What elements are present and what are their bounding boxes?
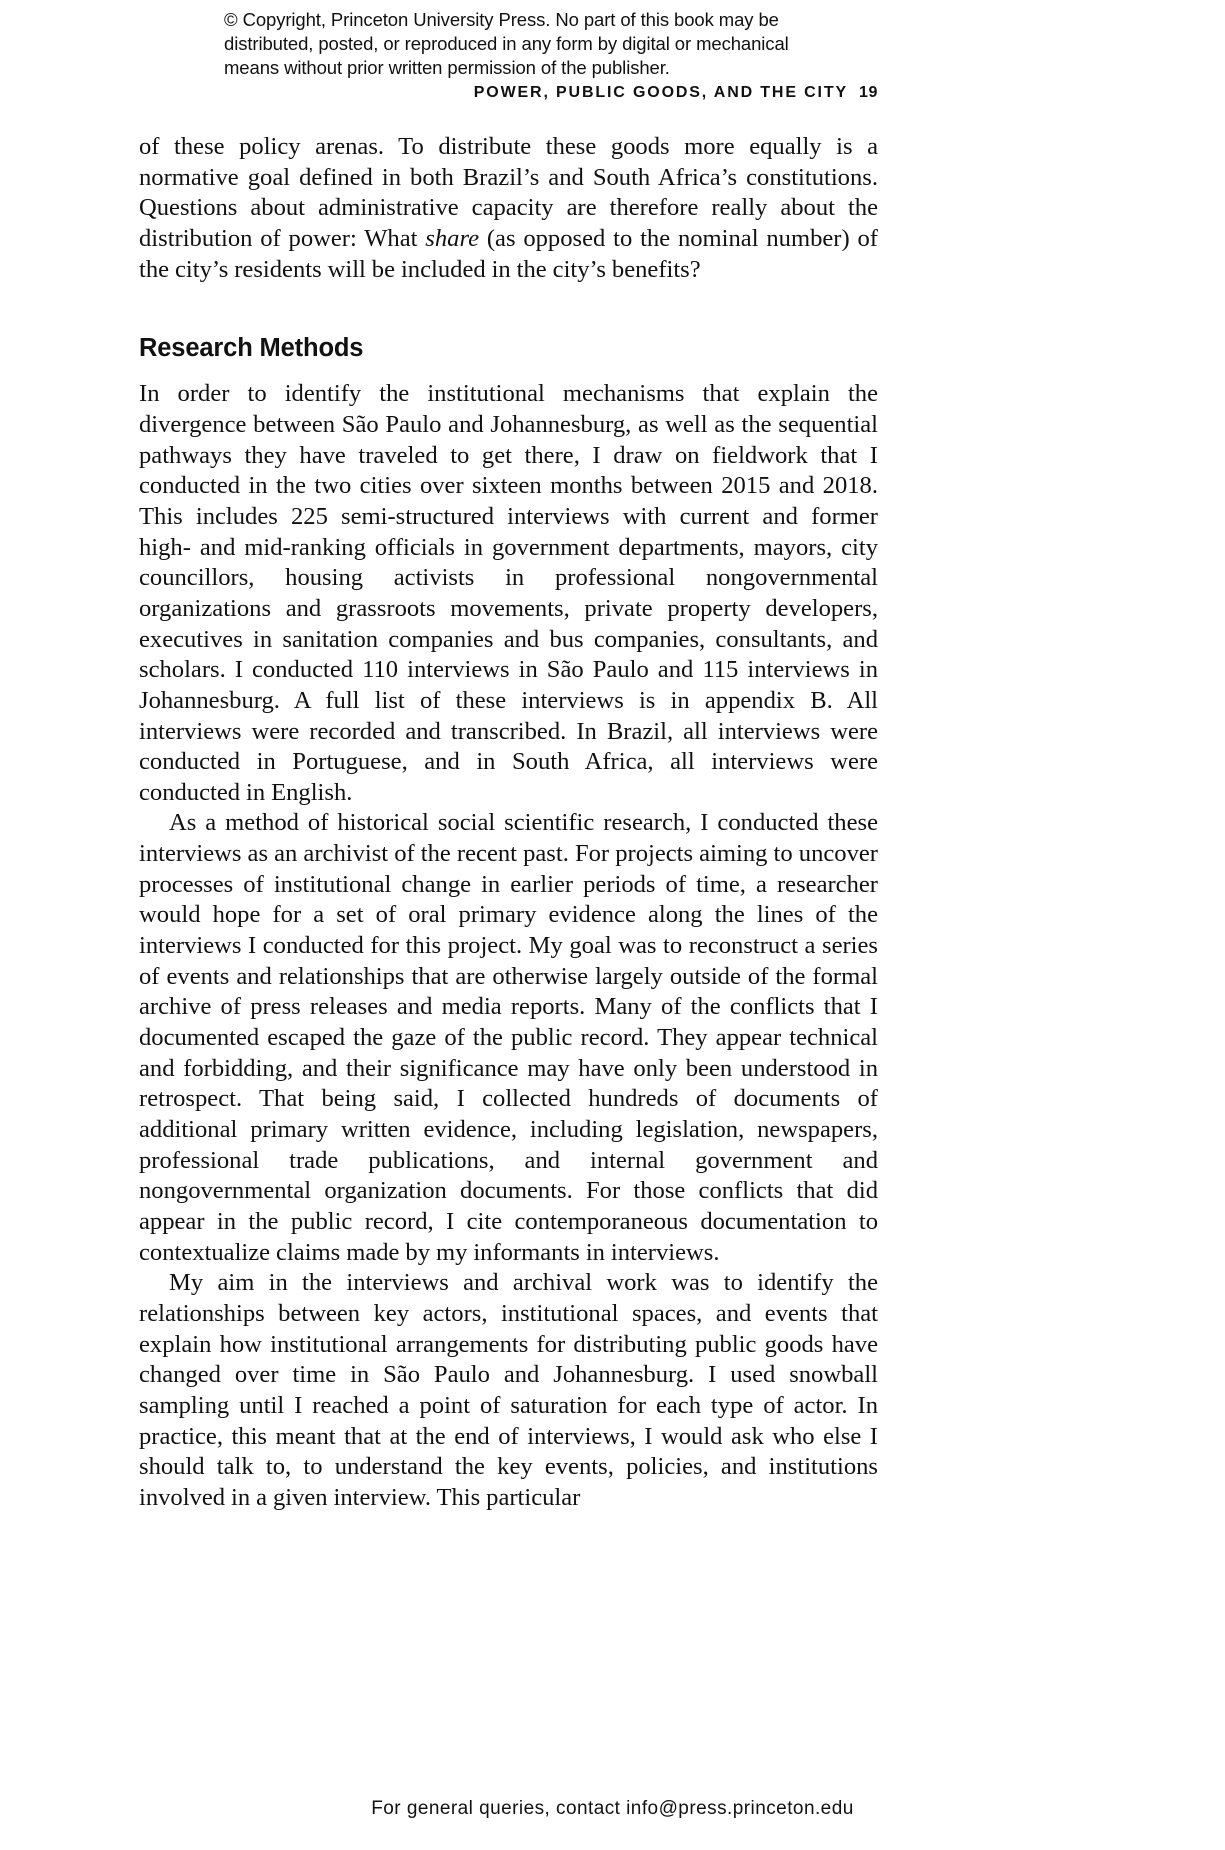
paragraph-1-part-1: of these policy arenas. To distribute these goods more equally is a normative goal defined in both Brazil’s and South Africa’s constitutions. Questions about administrative capacity are therefore really about the distribution of power: What <box>139 133 878 252</box>
paragraph-4: My aim in the interviews and archival work was to identify the relationships between key actors, institutional spaces, and events that explain how institutional arrangements for distributing public goods have changed over time in São Paulo and Johannesburg. I used snowball sampling until I reached a point of saturation for each type of actor. In practice, this meant that at the end of interviews, I would ask who else I should talk to, to understand the key events, policies, and institutions involved in a given interview. This particular <box>139 1269 878 1511</box>
copyright-line-1: © Copyright, Princeton University Press. No part of this book may be <box>224 9 779 30</box>
spacer-before-heading <box>139 285 878 333</box>
paragraph-2: In order to identify the institutional mechanisms that explain the divergence between São Paulo and Johannesburg, as well as the sequential pathways they have traveled to get there, I draw on fieldwork that I conducted in the two cities over sixteen months between 2015 and 2018. This includes 225 semi-structured interviews with current and former high- and mid-ranking officials in government departments, mayors, city councillors, housing activists in professional nongovernmental organizations and grassroots movements, private property developers, executives in sanitation companies and bus companies, consultants, and scholars. I conducted 110 interviews in São Paulo and 115 interviews in Johannesburg. A full list of these interviews is in appendix B. All interviews were recorded and transcribed. In Brazil, all interviews were conducted in Portuguese, and in South Africa, all interviews were conducted in English. <box>139 380 878 806</box>
copyright-notice <box>224 8 864 81</box>
page-number: 19 <box>859 84 878 101</box>
running-head-title: POWER, PUBLIC GOODS, AND THE CITY <box>473 84 848 101</box>
running-head <box>130 84 878 102</box>
copyright-line-3: means without prior written permission of the publisher. <box>224 57 670 79</box>
paragraph-continuation <box>139 132 878 285</box>
copyright-line-2: distributed, posted, or reproduced in any form by digital or mechanical <box>224 33 789 55</box>
footer-general-queries: For general queries, contact info@press.princeton.edu <box>371 1798 854 1819</box>
italic-term-share: share <box>425 224 480 252</box>
paragraph-3: As a method of historical social scientific research, I conducted these interviews as an archivist of the recent past. For projects aiming to uncover processes of institutional change in earlier periods of time, a researcher would hope for a set of oral primary evidence along the lines of the interviews I conducted for this project. My goal was to reconstruct a series of events and relationships that are otherwise largely outside of the formal archive of press releases and media reports. Many of the conflicts that I documented escaped the gaze of the public record. They appear technical and forbidding, and their significance may have only been understood in retrospect. That being said, I collected hundreds of documents of additional primary written evidence, including legislation, newspapers, professional trade publications, and internal government and nongovernmental organization documents. For those conflicts that did appear in the public record, I cite contemporaneous documentation to contextualize claims made by my informants in interviews. <box>139 809 878 1266</box>
paragraph-1-part-2: (as opposed to the nominal number) of the city’s residents will be included in the city’s benefits? <box>139 224 878 283</box>
section-heading-research-methods: Research Methods <box>139 334 364 363</box>
text-column <box>139 132 878 1514</box>
spacer-after-heading <box>139 363 878 379</box>
